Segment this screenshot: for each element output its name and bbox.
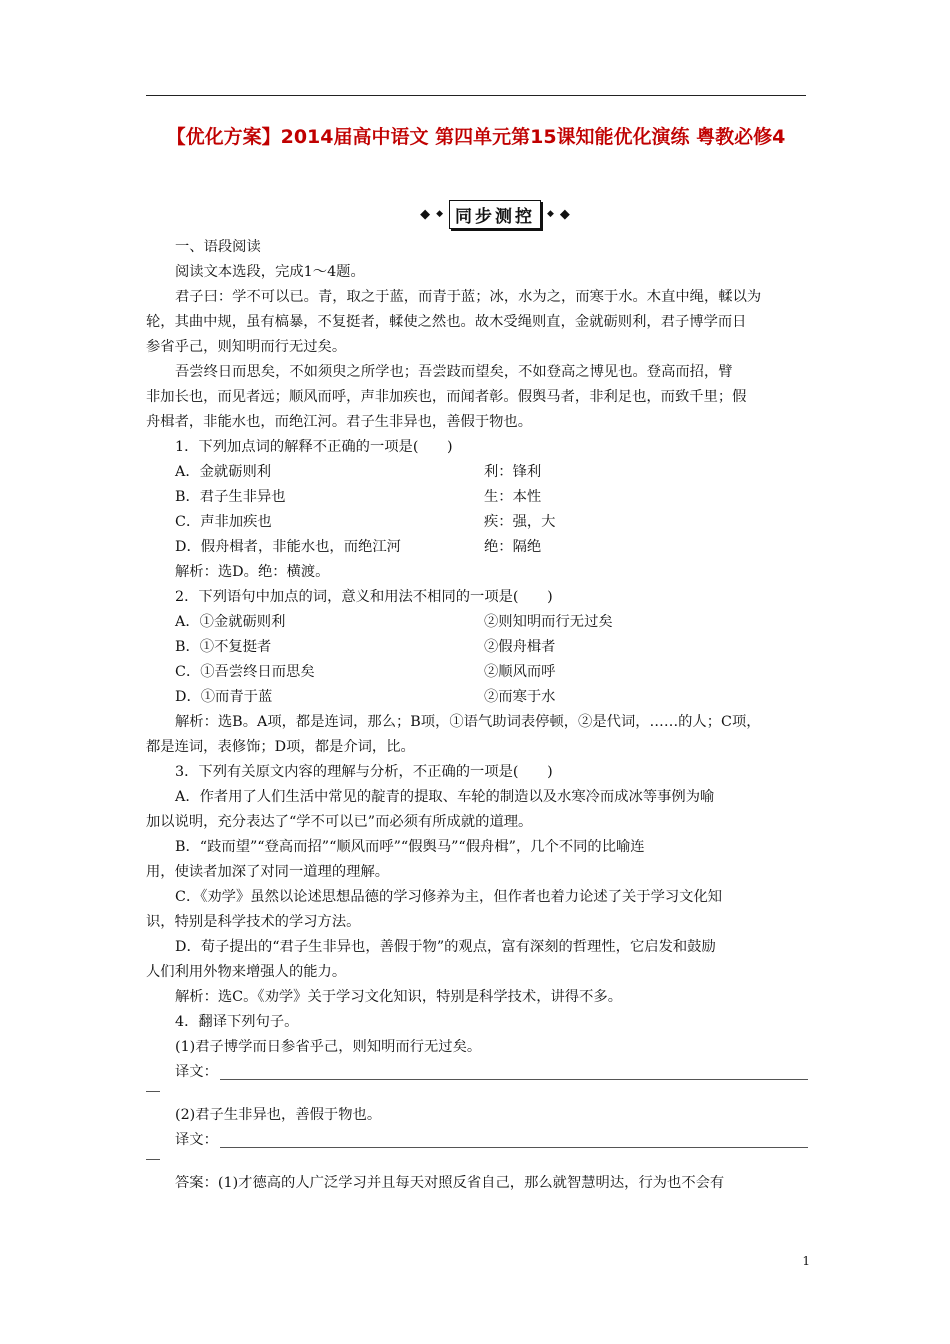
option-text: 加以说明，充分表达了“学不可以已”而必须有所成就的道理。	[146, 814, 533, 830]
question-stem: 3．下列有关原文内容的理解与分析，不正确的一项是( )	[175, 764, 553, 780]
option-text: 识，特别是科学技术的学习方法。	[146, 914, 361, 930]
option-text: B．“跂而望”“登高而招”“顺风而呼”“假舆马”“假舟楫”，几个不同的比喻连	[175, 839, 645, 855]
answer-underline[interactable]	[220, 1128, 808, 1148]
option-right: 绝：隔绝	[484, 539, 542, 555]
passage-line: 参省乎己，则知明而行无过矣。	[146, 339, 347, 355]
sentence-1: (1)君子博学而日参省乎己，则知明而行无过矣。	[175, 1039, 482, 1055]
translation-label: 译文：	[175, 1064, 218, 1080]
answer-explanation: 解析：选B。A项，都是连词，那么；B项，①语气助词表停顿，②是代词，……的人；C项，	[175, 714, 761, 730]
option-right: ②顺风而呼	[484, 664, 556, 680]
passage-line: 舟楫者，非能水也，而绝江河。君子生非异也，善假于物也。	[146, 414, 533, 430]
option-left: B．君子生非异也	[175, 489, 286, 505]
underline-continuation	[146, 1085, 808, 1103]
option-row	[146, 460, 808, 485]
option-row	[146, 485, 808, 510]
option-row	[146, 660, 808, 685]
question-2	[146, 585, 808, 760]
option-text: A．作者用了人们生活中常见的靛青的提取、车轮的制造以及水寒冷而成冰等事例为喻	[175, 789, 715, 805]
header-rule	[146, 95, 806, 96]
option-right: 利：锋利	[484, 464, 542, 480]
section-heading: 一、语段阅读	[175, 239, 261, 255]
option-right: 生：本性	[484, 489, 542, 505]
question-1	[146, 435, 808, 585]
option-row	[146, 685, 808, 710]
option-left: D．假舟楫者，非能水也，而绝江河	[175, 539, 401, 555]
option-left: B．①不复挺者	[175, 639, 272, 655]
instruction: 阅读文本选段，完成1～4题。	[175, 264, 365, 280]
answer-explanation: 解析：选C。《劝学》关于学习文化知识，特别是科学技术，讲得不多。	[175, 989, 622, 1005]
option-right: ②则知明而行无过矣	[484, 614, 613, 630]
option-row	[146, 510, 808, 535]
translation-blank[interactable]	[146, 1128, 808, 1153]
option-right: ②而寒于水	[484, 689, 556, 705]
banner-label: 同步测控	[449, 200, 541, 229]
option-left: C．声非加疾也	[175, 514, 272, 530]
passage-line: 非加长也，而见者远；顺风而呼，声非加疾也，而闻者彰。假舆马者，非利足也，而致千里；假	[146, 389, 747, 405]
passage-line: 吾尝终日而思矣，不如须臾之所学也；吾尝跂而望矣，不如登高之博见也。登高而招，臂	[175, 364, 733, 380]
diamond-icon: ◆	[547, 208, 554, 219]
diamond-icon: ◆	[559, 206, 570, 222]
option-row	[146, 535, 808, 560]
option-text: 人们利用外物来增强人的能力。	[146, 964, 347, 980]
option-text: 用，使读者加深了对同一道理的理解。	[146, 864, 390, 880]
page-number: 1	[802, 1254, 810, 1268]
answer-explanation: 都是连词，表修饰；D项，都是介词，比。	[146, 739, 415, 755]
question-stem: 4．翻译下列句子。	[175, 1014, 299, 1030]
document-body	[146, 235, 808, 1196]
page-title: 【优化方案】2014届高中语文 第四单元第15课知能优化演练 粤教必修4	[166, 126, 786, 148]
option-row	[146, 635, 808, 660]
passage-line: 轮，其曲中规，虽有槁暴，不复挺者，輮使之然也。故木受绳则直，金就砺则利，君子博学而日	[146, 314, 747, 330]
question-stem: 1．下列加点词的解释不正确的一项是( )	[175, 439, 453, 455]
translation-label: 译文：	[175, 1132, 218, 1148]
diamond-icon: ◆	[436, 208, 443, 219]
question-3	[146, 760, 808, 1010]
sentence-2: (2)君子生非异也，善假于物也。	[175, 1107, 382, 1123]
question-stem: 2．下列语句中加点的词，意义和用法不相同的一项是( )	[175, 589, 553, 605]
option-right: 疾：强，大	[484, 514, 556, 530]
answer-underline[interactable]	[220, 1060, 808, 1080]
option-left: A．金就砺则利	[175, 464, 272, 480]
option-left: D．①而青于蓝	[175, 689, 273, 705]
passage-line: 君子曰：学不可以已。青，取之于蓝，而青于蓝；冰，水为之，而寒于水。木直中绳，輮以为	[175, 289, 762, 305]
option-text: C．《劝学》虽然以论述思想品德的学习修养为主，但作者也着力论述了关于学习文化知	[175, 889, 723, 905]
option-text: D．荀子提出的“君子生非异也，善假于物”的观点，富有深刻的哲理性，它启发和鼓励	[175, 939, 716, 955]
answer-text: 答案：(1)才德高的人广泛学习并且每天对照反省自己，那么就智慧明达，行为也不会有	[175, 1175, 725, 1191]
underline-continuation	[146, 1153, 808, 1171]
section-banner	[390, 200, 600, 228]
question-4	[146, 1010, 808, 1196]
option-left: C．①吾尝终日而思矣	[175, 664, 315, 680]
option-left: A．①金就砺则利	[175, 614, 286, 630]
option-row	[146, 610, 808, 635]
passage	[146, 285, 808, 435]
diamond-icon: ◆	[420, 206, 431, 222]
translation-blank[interactable]	[146, 1060, 808, 1085]
option-right: ②假舟楫者	[484, 639, 556, 655]
answer-explanation: 解析：选D。绝：横渡。	[175, 564, 330, 580]
